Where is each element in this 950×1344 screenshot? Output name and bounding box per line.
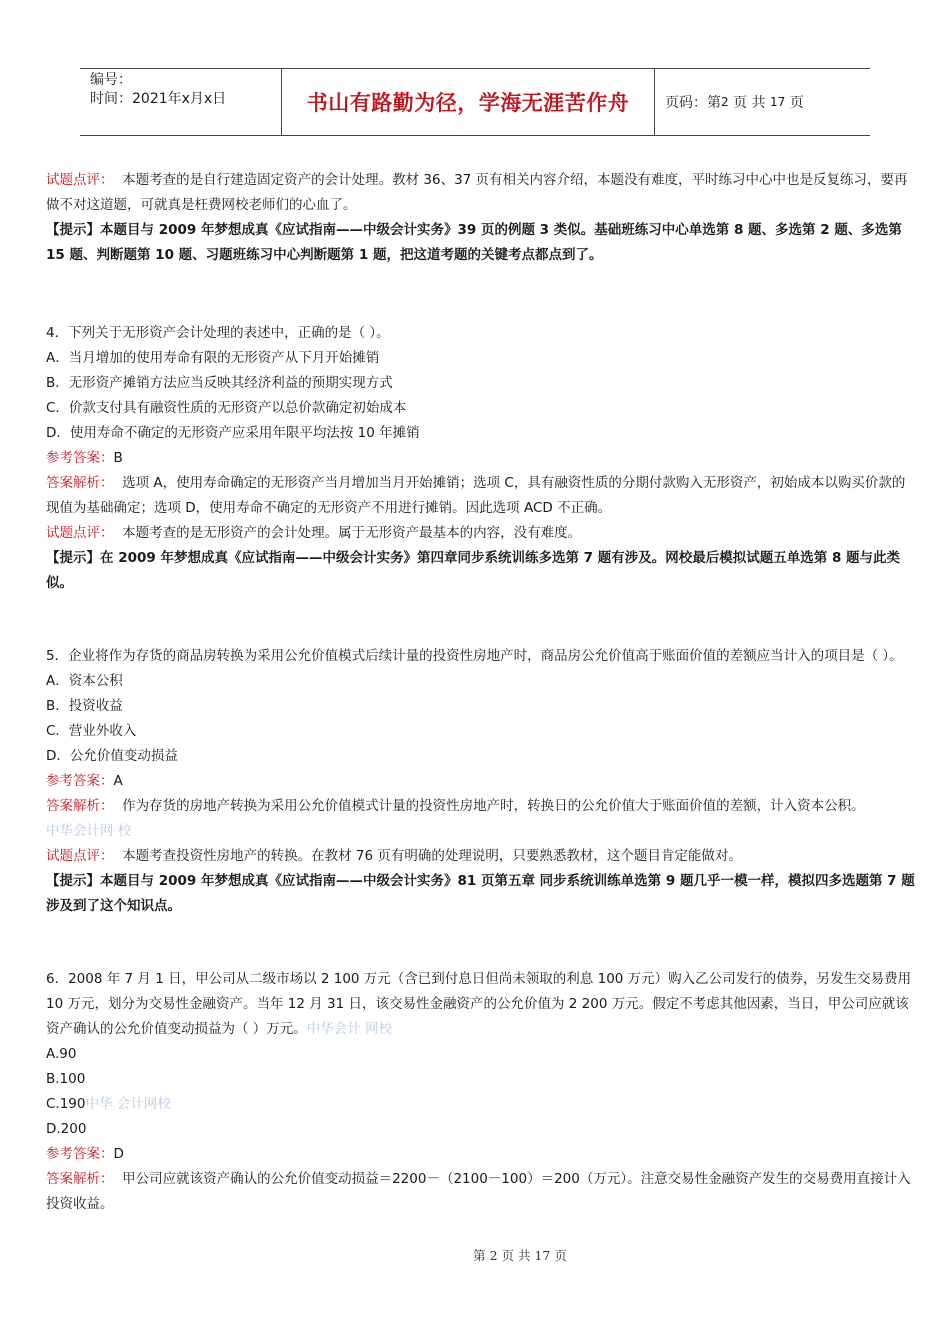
comment-text: 本题考查的是无形资产的会计处理。属于无形资产最基本的内容，没有难度。 [122, 525, 582, 541]
q6-answer [46, 1142, 916, 1167]
q5-option-c: C．营业外收入 [46, 723, 137, 739]
q6-option-a: A.90 [46, 1046, 77, 1062]
q4-analysis [46, 471, 916, 521]
stem-watermark: 中华会计 网校 [306, 1021, 393, 1037]
answer-value: D [113, 1146, 124, 1162]
q5-answer [46, 769, 916, 794]
q6-option-d: D.200 [46, 1121, 87, 1137]
page-prefix: 页码：第 [665, 95, 721, 111]
analysis-label: 答案解析： [46, 1171, 114, 1187]
analysis-label: 答案解析： [46, 798, 114, 814]
comment-text: 本题考查投资性房地产的转换。在教材 76 页有明确的处理说明，只要熟悉教材，这个题目肯定能做对。 [122, 848, 742, 864]
header-motto: 书山有路勤为径，学海无涯苦作舟 [281, 69, 655, 135]
answer-label: 参考答案： [46, 450, 114, 466]
page-total: 17 [770, 95, 786, 109]
q5-comment [46, 844, 916, 869]
q4-option-a: A．当月增加的使用寿命有限的无形资产从下月开始摊销 [46, 350, 380, 366]
q5-option-d: D．公允价值变动损益 [46, 748, 178, 764]
analysis-label: 答案解析： [46, 475, 114, 491]
q6-stem [46, 967, 916, 1042]
q4-answer [46, 446, 916, 471]
q4-comment [46, 521, 916, 546]
page-middle: 页 共 [733, 95, 766, 111]
analysis-text: 选项 A，使用寿命确定的无形资产当月增加当月开始摊销；选项 C，具有融资性质的分期付款购入无形资产，初始成本以购买价款的现值为基础确定；选项 D，使用寿命不确定的无形资产不用进行摊销。因此选项 ACD 不正确。 [46, 475, 906, 516]
q4-option-b: B．无形资产摊销方法应当反映其经济利益的预期实现方式 [46, 375, 393, 391]
comment-text: 本题考查的是自行建造固定资产的会计处理。教材 36、37 页有相关内容介绍，本题没有难度，平时练习中心中也是反复练习，要再做不对这道题，可就真是枉费网校老师们的心血了。 [46, 172, 908, 213]
date-label: 时间：2021年x月x日 [90, 91, 227, 107]
stem-text: 6．2008 年 7 月 1 日，甲公司从二级市场以 2 100 万元（含已到付息日但尚未领取的利息 100 万元）购入乙公司发行的债券，另发生交易费用 10 万元，划分为交易性金融资产。当年 12 月 31 日，该交易性金融资产的公允价值为 2 200 万元。假定不考虑其他因素，当日，甲公司应就该资产确认的公允价值变动损益为（ ）万元。 [46, 971, 912, 1037]
page-header [80, 68, 870, 136]
answer-label: 参考答案： [46, 773, 114, 789]
intro-tip: 【提示】本题目与 2009 年梦想成真《应试指南——中级会计实务》39 页的例题 3 类似。基础班练习中心单选第 8 题、多选第 2 题、多选第 15 题、判断题第 10 题、习题班练习中心判断题第 1 题，把这道考题的关键考点都点到了。 [46, 222, 902, 263]
answer-value: A [113, 773, 123, 789]
q5-stem: 5．企业将作为存货的商品房转换为采用公允价值模式后续计量的投资性房地产时，商品房公允价值高于账面价值的差额应当计入的项目是（ ）。 [46, 648, 903, 664]
q6-analysis [46, 1167, 916, 1217]
intro-comment [46, 168, 916, 218]
q6-option-b: B.100 [46, 1071, 86, 1087]
page-current: 2 [721, 95, 729, 109]
q4-stem: 4．下列关于无形资产会计处理的表述中，正确的是（ ）。 [46, 325, 390, 341]
q5-watermark: 中华会计网 校 [46, 823, 132, 839]
q4-option-c: C．价款支付具有融资性质的无形资产以总价款确定初始成本 [46, 400, 407, 416]
q5-option-a: A．资本公积 [46, 673, 123, 689]
number-label: 编号： [90, 72, 132, 88]
q6-option-c [46, 1092, 916, 1117]
option-watermark: 中华 会计网校 [85, 1096, 171, 1112]
comment-label: 试题点评： [46, 172, 114, 188]
option-text: C.190 [46, 1096, 86, 1112]
analysis-text: 甲公司应就该资产确认的公允价值变动损益＝2200－（2100－100）＝200（万元）。注意交易性金融资产发生的交易费用直接计入投资收益。 [46, 1171, 911, 1212]
q5-tip: 【提示】本题目与 2009 年梦想成真《应试指南——中级会计实务》81 页第五章 同步系统训练单选第 9 题几乎一模一样，模拟四多选题第 7 题涉及到了这个知识点。 [46, 873, 915, 914]
page-footer: 第 2 页 共 17 页 [473, 1248, 567, 1263]
analysis-text: 作为存货的房地产转换为采用公允价值模式计量的投资性房地产时，转换日的公允价值大于账面价值的差额，计入资本公积。 [122, 798, 865, 814]
comment-label: 试题点评： [46, 848, 114, 864]
page-suffix: 页 [789, 95, 804, 111]
comment-label: 试题点评： [46, 525, 114, 541]
header-meta [80, 69, 281, 135]
header-page-number [655, 69, 870, 135]
answer-value: B [113, 450, 123, 466]
q5-analysis [46, 794, 916, 819]
document-body [46, 168, 916, 1217]
answer-label: 参考答案： [46, 1146, 114, 1162]
q5-option-b: B．投资收益 [46, 698, 123, 714]
q4-option-d: D．使用寿命不确定的无形资产应采用年限平均法按 10 年摊销 [46, 425, 420, 441]
q4-tip: 【提示】在 2009 年梦想成真《应试指南——中级会计实务》第四章同步系统训练多选第 7 题有涉及。网校最后模拟试题五单选第 8 题与此类似。 [46, 550, 901, 591]
